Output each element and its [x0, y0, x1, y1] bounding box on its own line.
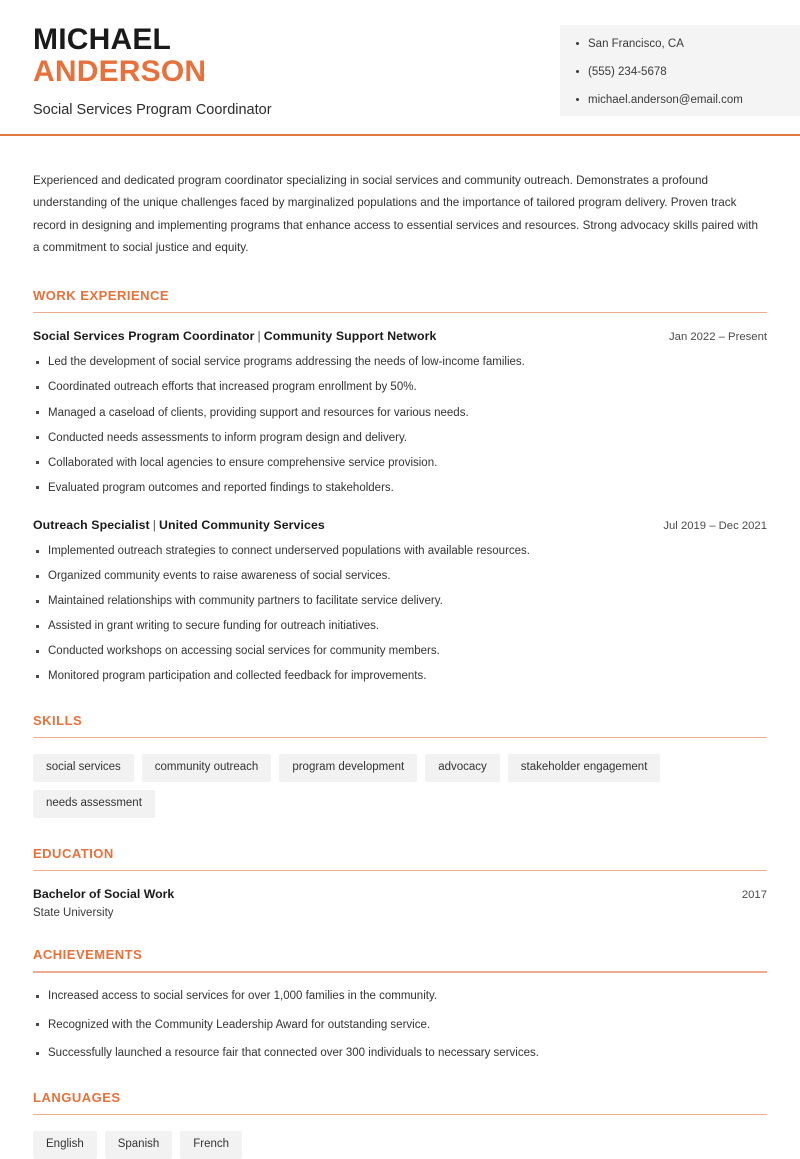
- education-entry: [33, 887, 767, 919]
- contact-item-email: michael.anderson@email.com: [574, 93, 800, 108]
- job-bullet: Evaluated program outcomes and reported findings to stakeholders.: [33, 481, 767, 497]
- resume-header: [0, 0, 800, 140]
- job-separator: |: [152, 518, 157, 533]
- section-skills: [33, 713, 767, 818]
- skill-chip: needs assessment: [33, 790, 155, 818]
- achievement-item: Recognized with the Community Leadership Award for outstanding service.: [33, 1018, 767, 1034]
- job-header: [33, 329, 767, 343]
- job-dates: Jan 2022 – Present: [669, 331, 767, 344]
- job-bullet: Led the development of social service programs addressing the needs of low-income families.: [33, 355, 767, 371]
- job-bullet: Coordinated outreach efforts that increased program enrollment by 50%.: [33, 380, 767, 396]
- language-chip: Spanish: [105, 1131, 173, 1159]
- section-title-skills: SKILLS: [33, 712, 83, 728]
- job-entry: [33, 329, 767, 496]
- contact-panel: [560, 25, 800, 116]
- skills-chip-list: [33, 754, 767, 818]
- job-company: Community Support Network: [263, 329, 437, 344]
- section-title-achievements: ACHIEVEMENTS: [33, 947, 143, 963]
- job-bullet-list: [33, 355, 767, 496]
- section-languages: [33, 1090, 767, 1159]
- section-work-experience: [33, 288, 767, 685]
- education-year: 2017: [741, 889, 767, 902]
- contact-item-location: San Francisco, CA: [574, 37, 800, 52]
- skill-chip: advocacy: [425, 754, 500, 782]
- job-bullet: Maintained relationships with community partners to facilitate service delivery.: [33, 594, 767, 610]
- job-role: Outreach Specialist: [33, 518, 150, 533]
- professional-summary: Experienced and dedicated program coordinator specializing in social services and community outreach. Demonstrates a profound understanding of the unique challenges faced by marginalized populations and the importance of tailored program delivery. Proven track record in designing and implementing programs that enhance access to essential services and resources. Strong advocacy skills paired with a commitment to social justice and equity.: [33, 174, 759, 255]
- language-chip: English: [33, 1131, 97, 1159]
- achievement-item: Successfully launched a resource fair that connected over 300 individuals to necessary services.: [33, 1046, 767, 1062]
- section-title-work: WORK EXPERIENCE: [33, 287, 170, 303]
- section-divider-languages: [33, 1114, 767, 1116]
- job-bullet-list: [33, 544, 767, 685]
- job-separator: |: [257, 329, 261, 344]
- job-bullet: Assisted in grant writing to secure funding for outreach initiatives.: [33, 619, 767, 635]
- job-bullet: Managed a caseload of clients, providing support and resources for various needs.: [33, 406, 767, 422]
- resume-body: [0, 170, 800, 1159]
- education-header: [33, 887, 767, 901]
- contact-item-phone: (555) 234-5678: [574, 65, 800, 80]
- job-bullet: Conducted needs assessments to inform program design and delivery.: [33, 431, 767, 447]
- section-education: [33, 846, 767, 920]
- languages-chip-list: [33, 1131, 767, 1159]
- language-chip: French: [180, 1131, 242, 1159]
- section-divider-education: [33, 870, 767, 872]
- education-school: State University: [33, 907, 114, 920]
- job-bullet: Organized community events to raise awareness of social services.: [33, 569, 767, 585]
- contact-list: [574, 37, 800, 108]
- skill-chip: stakeholder engagement: [508, 754, 661, 782]
- job-bullet: Collaborated with local agencies to ensure comprehensive service provision.: [33, 456, 767, 472]
- job-role: Social Services Program Coordinator: [33, 329, 255, 344]
- header-identity: [33, 24, 533, 120]
- job-dates: Jul 2019 – Dec 2021: [663, 520, 767, 533]
- achievements-list: [33, 989, 767, 1062]
- section-achievements: [33, 947, 767, 1061]
- section-title-education: EDUCATION: [33, 845, 114, 861]
- job-bullet: Monitored program participation and collected feedback for improvements.: [33, 669, 767, 685]
- header-divider: [0, 134, 800, 136]
- last-name: ANDERSON: [33, 55, 207, 89]
- skill-chip: community outreach: [142, 754, 272, 782]
- job-bullet: Conducted workshops on accessing social services for community members.: [33, 644, 767, 660]
- job-entry: [33, 518, 767, 685]
- header-job-title: Social Services Program Coordinator: [33, 101, 272, 118]
- section-divider-achievements: [33, 971, 767, 973]
- job-bullet: Implemented outreach strategies to connect underserved populations with available resources.: [33, 544, 767, 560]
- job-header: [33, 518, 767, 532]
- section-divider-skills: [33, 737, 767, 739]
- achievement-item: Increased access to social services for over 1,000 families in the community.: [33, 989, 767, 1005]
- first-name: MICHAEL: [33, 23, 172, 56]
- job-company: United Community Services: [159, 518, 325, 533]
- section-divider-work: [33, 312, 767, 314]
- job-title-line: [33, 518, 325, 532]
- job-title-line: [33, 329, 436, 343]
- section-title-languages: LANGUAGES: [33, 1089, 121, 1105]
- skill-chip: program development: [279, 754, 417, 782]
- education-degree: Bachelor of Social Work: [33, 887, 175, 902]
- skill-chip: social services: [33, 754, 134, 782]
